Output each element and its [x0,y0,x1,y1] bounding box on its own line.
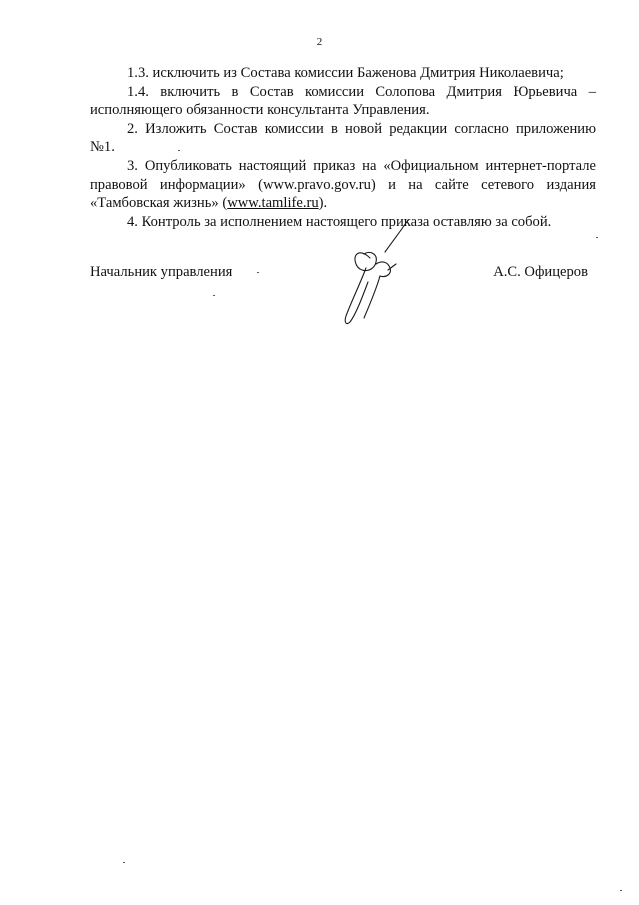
document-body [90,64,596,231]
signer-name: А.С. Офицеров [493,264,588,280]
handwritten-signature [330,218,420,330]
paragraph-item-3-text: 3. Опубликовать настоящий приказ на «Официальном интернет-портале правовой информации» (www.pravo.gov.ru) и на сайте сетевого издания «Тамбовская жизнь» ( [90,157,596,212]
scan-speck [596,237,598,238]
scan-speck [123,862,125,863]
scan-speck [620,890,622,891]
paragraph-item-1-4: 1.4. включить в Состав комиссии Солопова Дмитрия Юрьевича – исполняющего обязанности консультанта Управления. [90,83,596,119]
page-number: 2 [316,36,323,48]
paragraph-item-2: 2. Изложить Состав комиссии в новой редакции согласно приложению №1. [90,120,596,156]
tamlife-link[interactable]: www.tamlife.ru [227,195,319,212]
scan-speck [257,272,259,273]
scan-speck [213,295,215,296]
paragraph-item-3-end: ). [318,195,328,212]
paragraph-item-4: 4. Контроль за исполнением настоящего приказа оставляю за собой. [127,213,552,230]
paragraph-item-3 [90,157,596,213]
position-title: Начальник управления [90,264,233,280]
paragraph-item-1-3: 1.3. исключить из Состава комиссии Баженова Дмитрия Николаевича; [127,65,564,81]
scan-speck [178,150,180,151]
